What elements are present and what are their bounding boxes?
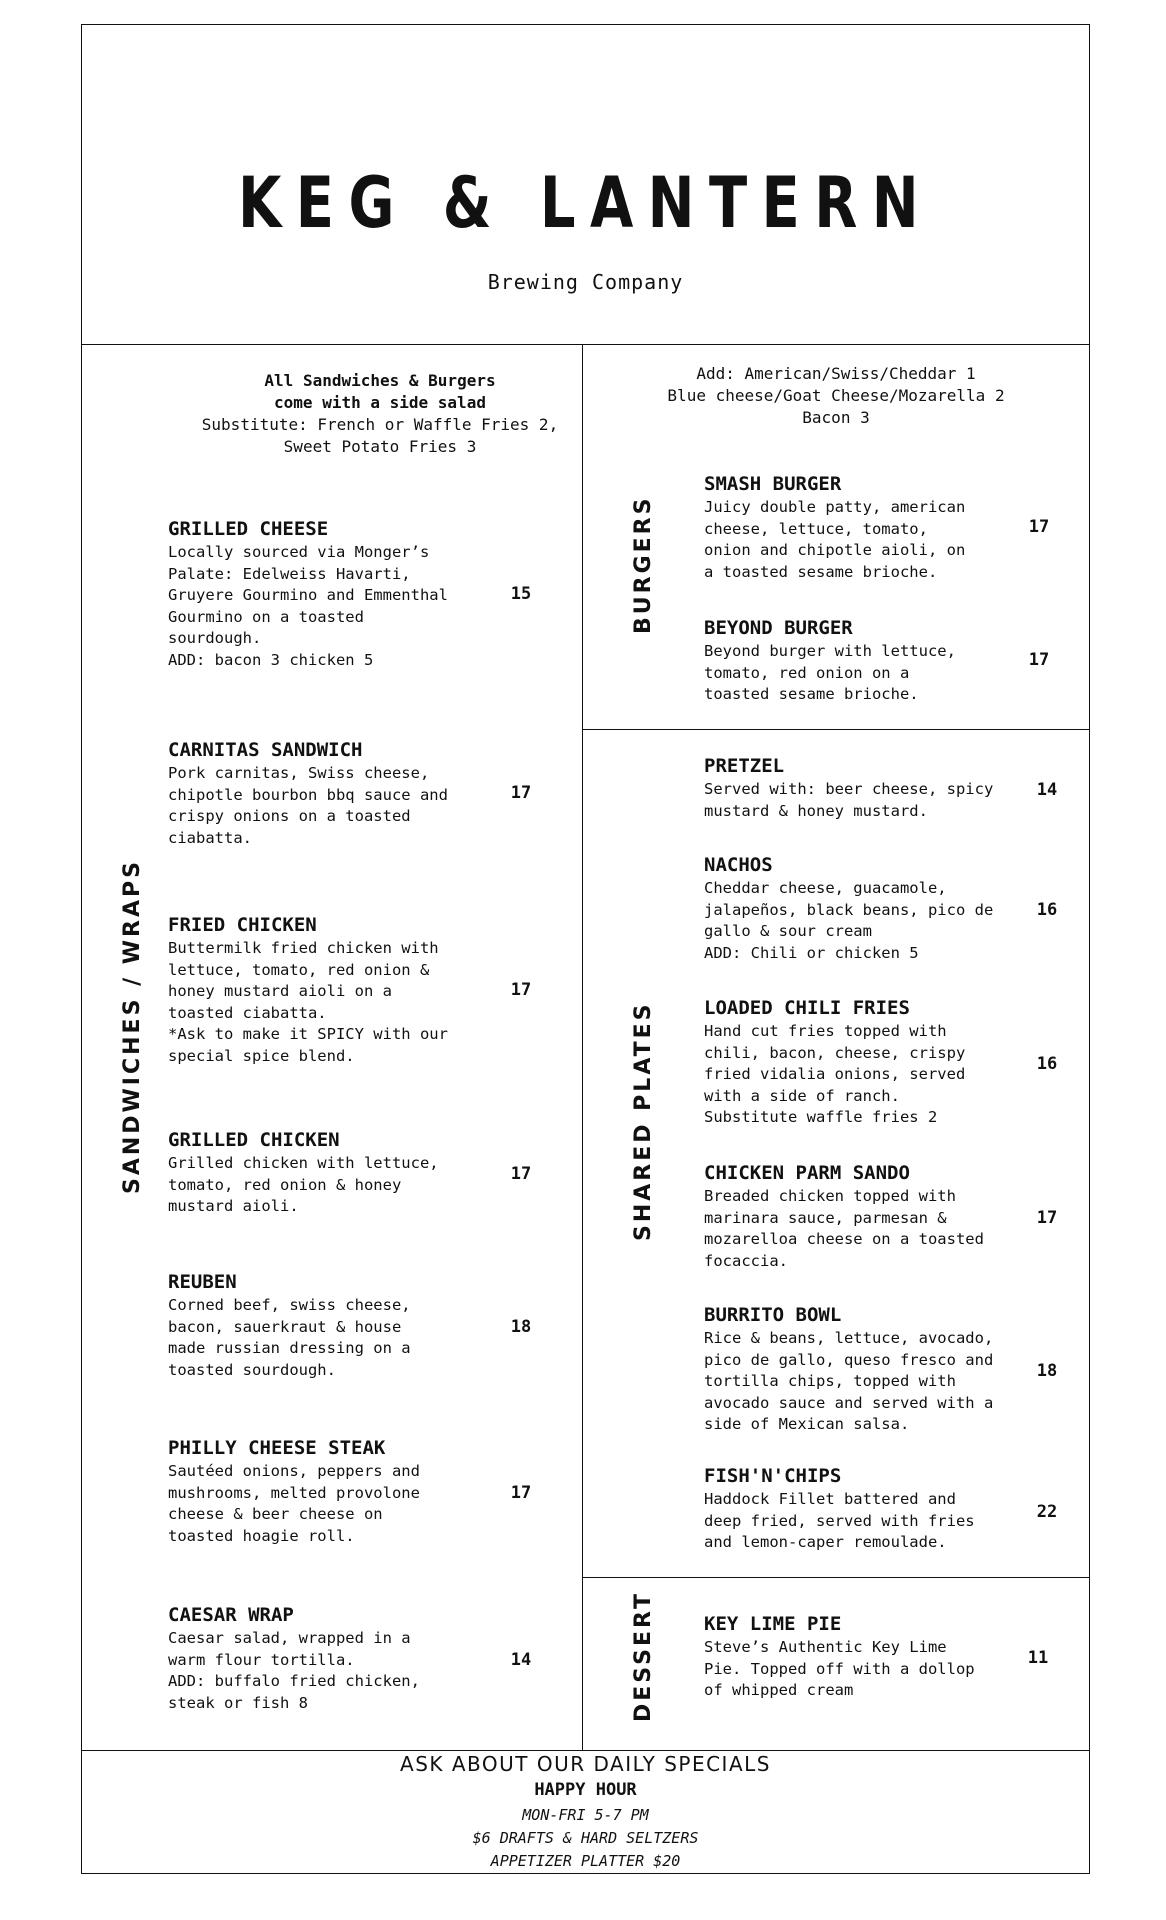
column-divider [582,344,583,1750]
header-divider [81,344,1090,345]
happy-hour-deal: $6 DRAFTS & HARD SELTZERS [472,1829,699,1847]
item-price: 15 [510,584,532,604]
item-name: PHILLY CHEESE STEAK [168,1437,386,1459]
item-name: FRIED CHICKEN [168,914,317,936]
item-price: 17 [510,980,532,1000]
item-desc: Breaded chicken topped with marinara sauce, parmesan & mozarelloa cheese on a toasted focaccia. [704,1187,984,1270]
dessert-divider [582,1577,1090,1578]
item-price: 16 [1036,1054,1058,1074]
happy-hour-deal: APPETIZER PLATTER $20 [490,1852,681,1870]
item-desc: Grilled chicken with lettuce, tomato, red onion & honey mustard aioli. [168,1154,439,1216]
note-line: Blue cheese/Goat Cheese/Mozarella 2 [667,386,1005,405]
item-price: 17 [510,1483,532,1503]
item-name: REUBEN [168,1271,237,1293]
item-price: 18 [510,1317,532,1337]
item-name: FISH'N'CHIPS [704,1465,842,1487]
item-price: 17 [1028,517,1050,537]
item-name: BURRITO BOWL [704,1304,842,1326]
burgers-note [582,363,1090,429]
note-line: come with a side salad [274,393,486,412]
item-desc: Buttermilk fried chicken with lettuce, tomato, red onion & honey mustard aioli on a toasted ciabatta. *Ask to make it SPICY with our special spice blend. [168,939,448,1065]
note-line: Substitute: French or Waffle Fries 2, [201,415,559,434]
note-line: All Sandwiches & Burgers [264,371,496,390]
item-name: KEY LIME PIE [704,1613,842,1635]
item-name: PRETZEL [704,755,785,777]
item-price: 18 [1036,1361,1058,1381]
item-desc: Juicy double patty, american cheese, lettuce, tomato, onion and chipotle aioli, on a toasted sesame brioche. [704,498,966,581]
item-desc: Steve’s Authentic Key Lime Pie. Topped off with a dollop of whipped cream [704,1638,975,1700]
item-desc: Cheddar cheese, guacamole, jalapeños, black beans, pico de gallo & sour cream ADD: Chili or chicken 5 [704,879,994,962]
footer-divider [81,1750,1090,1751]
section-label-dessert: DESSERT [631,1591,656,1722]
note-line: Sweet Potato Fries 3 [283,437,477,456]
item-price: 17 [1028,650,1050,670]
item-name: GRILLED CHEESE [168,518,329,540]
happy-hour-heading: HAPPY HOUR [534,1780,637,1800]
burgers-divider [582,729,1090,730]
item-price: 22 [1036,1502,1058,1522]
item-price: 14 [510,1650,532,1670]
sandwiches-note [180,370,580,458]
item-name: CARNITAS SANDWICH [168,739,363,761]
item-desc: Caesar salad, wrapped in a warm flour tortilla. ADD: buffalo fried chicken, steak or fish 8 [168,1629,420,1712]
item-name: CAESAR WRAP [168,1604,294,1626]
note-line: Bacon 3 [802,408,870,427]
item-price: 17 [1036,1208,1058,1228]
item-name: BEYOND BURGER [704,617,853,639]
note-line: Add: American/Swiss/Cheddar 1 [696,364,976,383]
section-label-shared: SHARED PLATES [631,1001,656,1241]
item-name: SMASH BURGER [704,473,842,495]
item-desc: Beyond burger with lettuce, tomato, red onion on a toasted sesame brioche. [704,642,956,704]
item-price: 16 [1036,900,1058,920]
item-price: 14 [1036,780,1058,800]
restaurant-title: KEG & LANTERN [238,162,933,244]
item-desc: Corned beef, swiss cheese, bacon, sauerkraut & house made russian dressing on a toasted sourdough. [168,1296,411,1379]
restaurant-subtitle: Brewing Company [487,270,684,294]
happy-hour-times: MON-FRI 5-7 PM [522,1806,649,1824]
item-desc: Rice & beans, lettuce, avocado, pico de gallo, queso fresco and tortilla chips, topped with avocado sauce and served with a side of Mexican salsa. [704,1329,994,1434]
item-desc: Pork carnitas, Swiss cheese, chipotle bourbon bbq sauce and crispy onions on a toasted ciabatta. [168,764,448,847]
item-desc: Locally sourced via Monger’s Palate: Edelweiss Havarti, Gruyere Gourmino and Emmenthal Gourmino on a toasted sourdough. ADD: bacon 3 chicken 5 [168,543,448,669]
section-label-burgers: BURGERS [631,495,656,634]
item-desc: Haddock Fillet battered and deep fried, served with fries and lemon-caper remoulade. [704,1490,975,1552]
item-name: NACHOS [704,854,773,876]
item-price: 17 [510,783,532,803]
item-name: GRILLED CHICKEN [168,1129,340,1151]
daily-specials-text: ASK ABOUT OUR DAILY SPECIALS [400,1752,771,1776]
item-name: LOADED CHILI FRIES [704,997,910,1019]
item-price: 11 [1027,1648,1049,1668]
item-name: CHICKEN PARM SANDO [704,1162,910,1184]
section-label-sandwiches: SANDWICHES / WRAPS [120,859,145,1194]
item-desc: Served with: beer cheese, spicy mustard & honey mustard. [704,780,994,820]
item-desc: Sautéed onions, peppers and mushrooms, melted provolone cheese & beer cheese on toasted hoagie roll. [168,1462,420,1545]
item-desc: Hand cut fries topped with chili, bacon, cheese, crispy fried vidalia onions, served with a side of ranch. Substitute waffle fries 2 [704,1022,966,1127]
item-price: 17 [510,1164,532,1184]
